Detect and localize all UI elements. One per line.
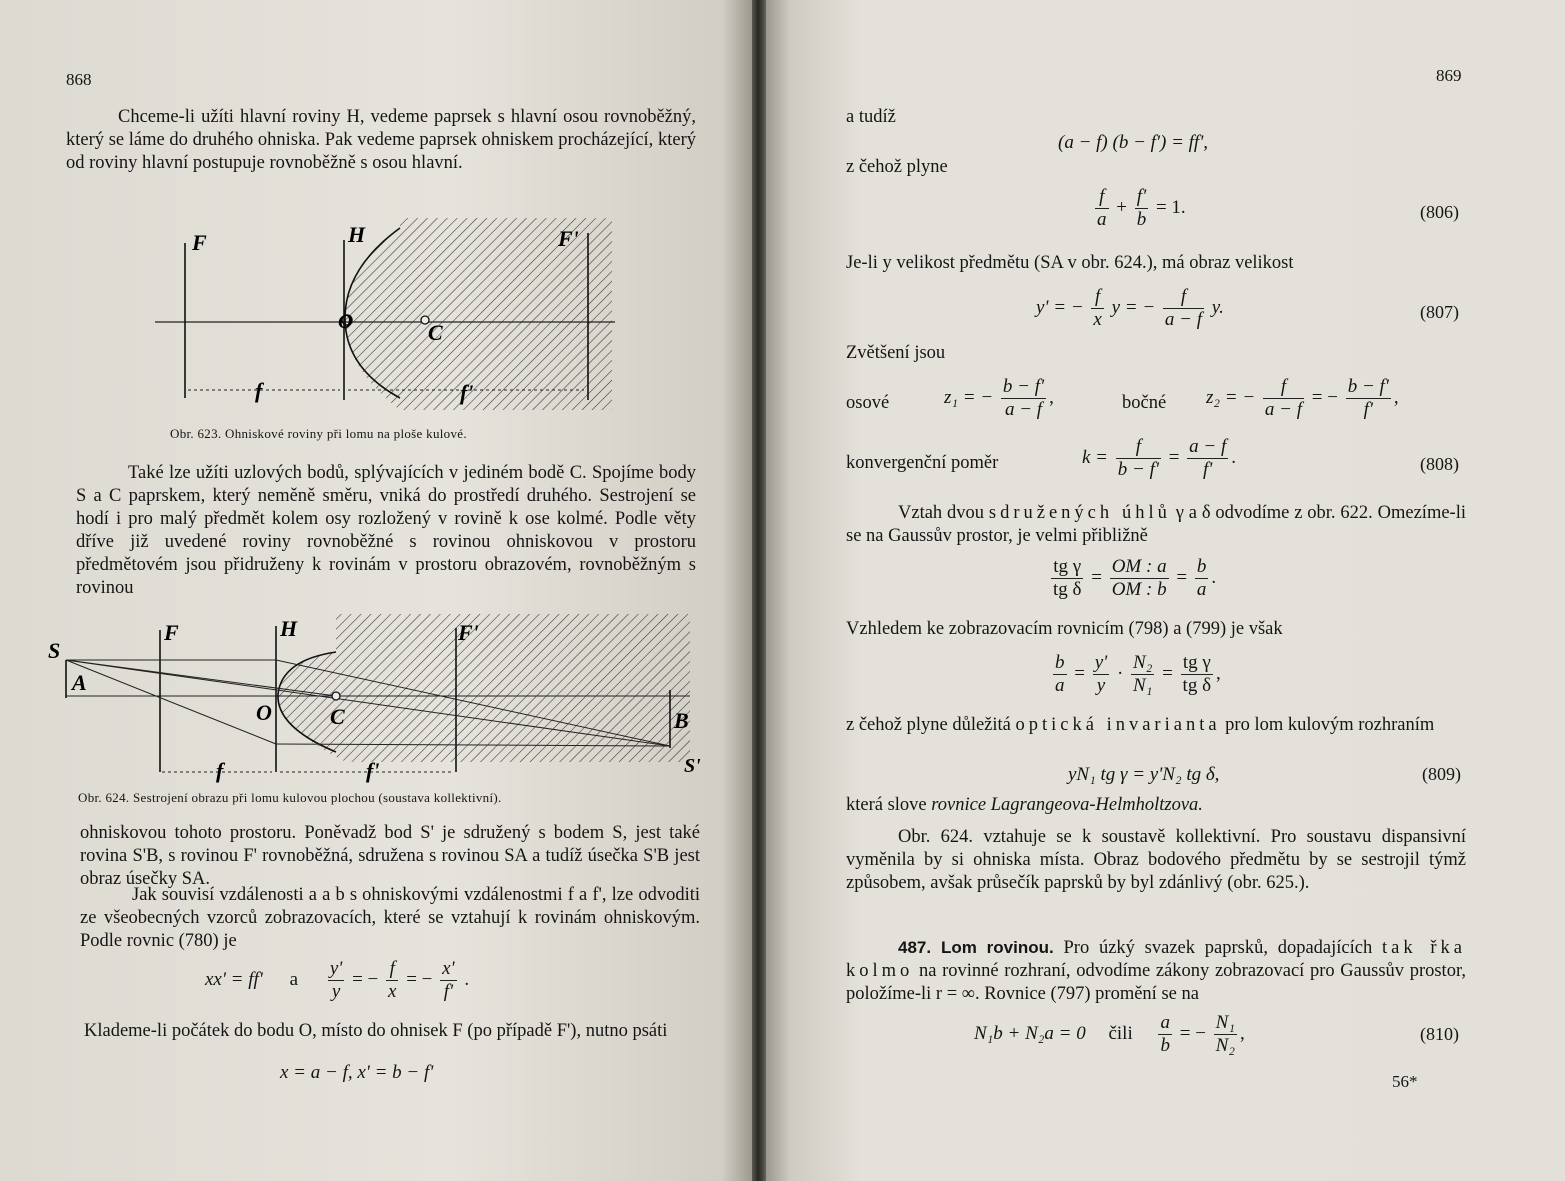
numerator: f xyxy=(1280,376,1287,397)
numerator: OM : a xyxy=(1111,556,1167,577)
paragraph: Klademe-li počátek do bodu O, místo do ohnisek F (po případě F'), nutno psáti xyxy=(84,1021,668,1041)
eq-lhs: xx' = ff' xyxy=(205,968,263,990)
left-page xyxy=(0,0,752,1181)
denominator: b xyxy=(1160,1035,1170,1056)
text-line: a tudíž xyxy=(846,107,896,127)
denominator: OM : b xyxy=(1111,579,1167,600)
label-f-prime: f' xyxy=(366,758,380,783)
spaced-text: tak řka kolmo xyxy=(846,938,1466,981)
right-page xyxy=(766,0,1565,1181)
paragraph: ohniskovou tohoto prostoru. Poněvadž bod S' je sdružený s bodem S, jest také rovina S'B, s rovinou F' rovnoběžná, sdružena s rovinou SA a tudíž úsečka S'B jest obraz úsečky SA. xyxy=(80,823,700,889)
text: která slove xyxy=(846,795,932,815)
eq-rhs: = 1. xyxy=(1155,196,1186,218)
eq-lhs: k = xyxy=(1082,446,1109,468)
eq-cili: čili xyxy=(1108,1022,1133,1044)
figure-caption: Obr. 624. Sestrojení obrazu při lomu kulovou plochou (soustava kollektivní). xyxy=(78,790,502,805)
numerator: a xyxy=(1160,1012,1170,1033)
denominator: y xyxy=(328,980,345,1003)
italic-text: rovnice Lagrangeova-Helmholtzova. xyxy=(931,795,1203,815)
eq-lhs: z₁ = − xyxy=(944,386,994,408)
label-O: O xyxy=(256,700,272,725)
equation: (a − f) (b − f') = ff', xyxy=(1058,132,1209,153)
paragraph: Jak souvisí vzdálenosti a a b s ohniskovými vzdálenostmi f a f', lze odvoditi ze všeobecných vzorců zobrazovacích, které se vztahují k rovinám ohniskovým. Podle rovnic (780) je xyxy=(80,885,700,951)
label-H: H xyxy=(348,222,366,247)
numerator: N₁ xyxy=(1215,1012,1235,1033)
denominator: f' xyxy=(440,980,457,1003)
denominator: b xyxy=(1136,209,1147,230)
label-F-prime: F' xyxy=(458,620,479,645)
text-line: Vzhledem ke zobrazovacím rovnicím (798) a (799) je však xyxy=(846,619,1283,639)
fraction xyxy=(386,958,398,1003)
label-f: f xyxy=(255,378,263,403)
paragraph: Obr. 624. vztahuje se k soustavě kollektivní. Pro soustavu dispansivní vyměnila by si ohniska místa. Obraz bodového předmětu by se sestrojil týmž způsobem, avšak průsečík paprsků by byl zdánlivý (obr. 625.). xyxy=(846,827,1466,893)
section-487 xyxy=(846,936,1466,1006)
eq-lhs: y' = − xyxy=(1036,296,1084,318)
denominator: a xyxy=(1055,675,1065,696)
equation-invariant: $\frac{b}{a}$ = $\frac{y'}{y}$ · $\frac{\text{N₂}}{\text{N₁}}$ = $\frac{\text{tg γ}}{\text{tg δ}}$ , xyxy=(1055,652,1221,696)
eq-lhs: z₂ = − xyxy=(1206,386,1256,408)
denominator: f' xyxy=(1346,398,1391,421)
section-heading: 487. Lom rovinou. xyxy=(898,938,1054,957)
label-osove: osové xyxy=(846,393,890,413)
figure-623 xyxy=(150,218,620,418)
equation-808: k = $\frac{f}{b - f'}$ = $\frac{a - f}{f'}$ . xyxy=(1082,436,1237,480)
equation-number: (807) xyxy=(1420,302,1459,322)
numerator: f xyxy=(389,958,395,979)
paragraph: Chceme-li užíti hlavní roviny H, vedeme paprsek s hlavní osou rovnoběžný, který se láme do druhého ohniska. Pak vedeme paprsek ohniskem procházející, který od roviny hlavní postupuje rovnoběžně s osou hlavní. xyxy=(66,107,696,173)
numerator: tg γ xyxy=(1182,652,1211,673)
denominator: x xyxy=(1093,309,1102,330)
numerator: b xyxy=(1196,556,1207,577)
equation: x = a − f, x' = b − f' xyxy=(280,1062,434,1083)
numerator: a − f xyxy=(1189,436,1227,457)
denominator: a xyxy=(1097,209,1107,230)
label-F: F xyxy=(164,620,179,645)
spaced-text: optická invarianta xyxy=(1015,715,1221,735)
equation-number: (809) xyxy=(1422,764,1461,784)
numerator: b xyxy=(1055,652,1065,673)
denominator: x xyxy=(388,981,397,1002)
label-bocne: bočné xyxy=(1122,393,1167,413)
text-line: Zvětšení jsou xyxy=(846,343,946,363)
label-O: O xyxy=(338,311,353,333)
numerator: N₂ xyxy=(1133,652,1153,673)
figure-624 xyxy=(46,612,706,792)
figure-caption: Obr. 623. Ohniskové roviny při lomu na ploše kulové. xyxy=(170,426,467,441)
denominator: a − f xyxy=(1164,309,1203,330)
numerator: x' xyxy=(442,958,455,979)
denominator: a xyxy=(1196,579,1207,600)
equation-810: N₁b + N₂a = 0 čili $\frac{a}{b}$ = − $\frac{\text{N₁}}{\text{N₂}}$ , xyxy=(974,1012,1245,1056)
text: γ a δ odvodíme z obr. 622. Omezíme-li se na Gaussův prostor, je velmi přibližně xyxy=(846,503,1466,546)
text-line: z čehož plyne xyxy=(846,157,948,177)
paragraph xyxy=(846,794,1203,817)
denominator: y xyxy=(1093,674,1110,697)
page-number: 869 xyxy=(1436,66,1462,85)
denominator: a − f xyxy=(1001,398,1046,421)
label-S-prime: S' xyxy=(684,755,701,777)
equation-tg: $\frac{\text{tg γ}}{\text{tg δ}}$ = $\frac{OM : a}{OM : b}$ = $\frac{b}{a}$ . xyxy=(1053,556,1217,600)
equation-number: (810) xyxy=(1420,1024,1459,1044)
equation-780: xx' = ff' a $\frac{y'}{y}$ = − $\frac{f}{x}$ = − $\frac{x'}{f'}$ . xyxy=(205,958,470,1002)
paragraph xyxy=(846,714,1466,737)
equation-number: (806) xyxy=(1420,202,1459,222)
eq-mid: y = − xyxy=(1111,296,1156,318)
numerator: b − f' xyxy=(1002,376,1045,397)
equation-number: (808) xyxy=(1420,454,1459,474)
equation-z2: z₂ = − $\frac{f}{a - f}$ = − $\frac{b - f'}{f'}$ , xyxy=(1206,376,1399,420)
denominator: tg δ xyxy=(1053,579,1082,600)
eq-lhs: N₁b + N₂a = 0 xyxy=(974,1022,1086,1044)
eq-end: y. xyxy=(1211,296,1224,318)
label-A: A xyxy=(72,670,87,695)
label-f: f xyxy=(216,758,224,783)
numerator: tg γ xyxy=(1053,556,1082,577)
denominator: N₁ xyxy=(1133,675,1153,696)
numerator: f xyxy=(1094,286,1101,307)
text: pro lom kulovým rozhraním xyxy=(1220,715,1435,735)
eq-and: a xyxy=(289,968,299,990)
paragraph xyxy=(846,502,1466,548)
label-C: C xyxy=(330,704,345,729)
numerator: f xyxy=(1135,436,1141,457)
text: Pro úzký svazek paprsků, dopadajících xyxy=(1053,938,1382,958)
fraction xyxy=(440,958,457,1003)
text: z čehož plyne důležitá xyxy=(846,715,1016,735)
label-B: B xyxy=(674,708,689,733)
text-line: Je-li y velikost předmětu (SA v obr. 624.), má obraz velikost xyxy=(846,253,1294,273)
numerator: f xyxy=(1099,186,1105,207)
paragraph: Také lze užíti uzlových bodů, splývajících v jediném bodě C. Spojíme body S a C paprskem, který neměně směru, vniká do prostředí druhého. Sestrojení se hodí i pro malý předmět kolem osy rozložený v rovině k ose kolmé. Podle věty dříve již uvedené roviny rovnoběžné s rovinou ohniskovou v prostoru předmětovém jsou přidruženy k rovinám v prostoru obrazovém, rovnoběžným s rovinou xyxy=(76,463,696,598)
denominator: b − f' xyxy=(1117,459,1159,480)
equation-809: yN₁ tg γ = y'N₂ tg δ, xyxy=(1068,764,1220,785)
label-f-prime: f' xyxy=(460,380,474,405)
numerator: y' xyxy=(1094,652,1108,673)
text: na rovinné rozhraní, odvodíme zákony zobrazovací pro Gaussův prostor, položíme-li r = ∞. Rovnice (797) promění se na xyxy=(846,961,1466,1004)
label-C: C xyxy=(428,320,443,345)
numerator: f' xyxy=(1136,186,1147,207)
denominator: f' xyxy=(1187,458,1228,481)
equation-807 xyxy=(1036,286,1224,331)
label-konvergencni: konvergenční poměr xyxy=(846,453,999,473)
equation-z1: z₁ = − $\frac{b - f'}{a - f}$ , xyxy=(944,376,1054,420)
equation-806: $\frac{f}{a}$ + $\frac{f'}{b}$ = 1. xyxy=(1097,186,1186,230)
text: Vztah dvou xyxy=(898,503,989,523)
numerator: f xyxy=(1180,286,1187,307)
numerator: b − f' xyxy=(1347,376,1389,397)
spaced-text: sdružených úhlů xyxy=(988,503,1171,523)
fraction xyxy=(328,958,345,1003)
label-F-prime: F' xyxy=(558,226,579,251)
page-number: 868 xyxy=(66,70,92,89)
denominator: N₂ xyxy=(1215,1035,1235,1056)
denominator: a − f xyxy=(1264,399,1303,420)
numerator: y' xyxy=(329,958,343,979)
denominator: tg δ xyxy=(1182,675,1212,696)
label-H: H xyxy=(280,616,298,641)
label-S: S xyxy=(48,638,61,663)
label-F: F xyxy=(192,230,207,255)
page-footer-signature: 56* xyxy=(1392,1072,1418,1091)
